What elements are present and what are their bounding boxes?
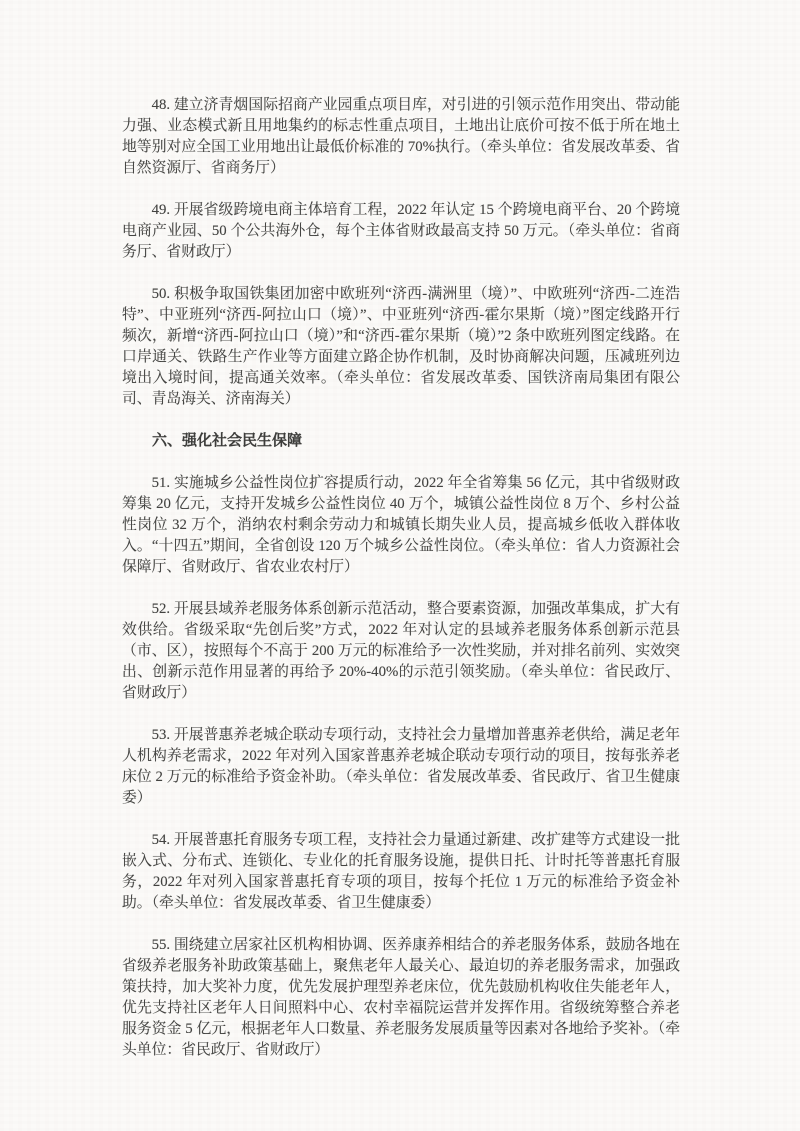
section-heading-6: 六、强化社会民生保障 <box>152 433 303 449</box>
paragraph-item-50: 50. 积极争取国铁集团加密中欧班列“济西-满洲里（境）”、中欧班列“济西-二连浩特”、中亚班列“济西-阿拉山口（境）”、中亚班列“济西-霍尔果斯（境）”图定线路开行频次，新增“济西-阿拉山口（境）”和“济西-霍尔果斯（境）”2 条中欧班列图定线路。在口岸通关、铁路生产作业等方面建立路企协作机制，及时协商解决问题，压减班列边境出入境时间，提高通关效率。（牵头单位：省发展改革委、国铁济南局集团有限公司、青岛海关、济南海关） <box>122 286 680 407</box>
paragraph-item-53: 53. 开展普惠养老城企联动专项行动，支持社会力量增加普惠养老供给，满足老年人机构养老需求，2022 年对列入国家普惠养老城企联动专项行动的项目，按每张养老床位 2 万元的标准给予资金补助。（牵头单位：省发展改革委、省民政厅、省卫生健康委） <box>122 727 680 806</box>
paragraph-item-54: 54. 开展普惠托育服务专项工程，支持社会力量通过新建、改扩建等方式建设一批嵌入式、分布式、连锁化、专业化的托育服务设施，提供日托、计时托等普惠托育服务，2022 年对列入国家普惠托育专项的项目，按每个托位 1 万元的标准给予资金补助。（牵头单位：省发展改革委、省卫生健康委） <box>122 832 680 911</box>
paragraph-item-52: 52. 开展县域养老服务体系创新示范活动，整合要素资源，加强改革集成，扩大有效供给。省级采取“先创后奖”方式，2022 年对认定的县域养老服务体系创新示范县（市、区），按照每个不高于 200 万元的标准给予一次性奖励，并对排名前列、实效突出、创新示范作用显著的再给予 20%-40%的示范引领奖励。（牵头单位：省民政厅、省财政厅） <box>122 601 680 701</box>
paragraph-item-49: 49. 开展省级跨境电商主体培育工程，2022 年认定 15 个跨境电商平台、20 个跨境电商产业园、50 个公共海外仓，每个主体省财政最高支持 50 万元。（牵头单位：省商务厅、省财政厅） <box>122 202 680 260</box>
paragraph-item-51: 51. 实施城乡公益性岗位扩容提质行动，2022 年全省筹集 56 亿元，其中省级财政筹集 20 亿元，支持开发城乡公益性岗位 40 万个，城镇公益性岗位 8 万个、乡村公益性岗位 32 万个，消纳农村剩余劳动力和城镇长期失业人员，提高城乡低收入群体收入。“十四五”期间，全省创设 120 万个城乡公益性岗位。（牵头单位：省人力资源社会保障厅、省财政厅、省农业农村厅） <box>122 475 680 575</box>
paragraph-item-48: 48. 建立济青烟国际招商产业园重点项目库，对引进的引领示范作用突出、带动能力强、业态模式新且用地集约的标志性重点项目，土地出让底价可按不低于所在地土地等别对应全国工业用地出让最低价标准的 70%执行。（牵头单位：省发展改革委、省自然资源厅、省商务厅） <box>122 97 680 176</box>
paragraph-item-55: 55. 围绕建立居家社区机构相协调、医养康养相结合的养老服务体系，鼓励各地在省级养老服务补助政策基础上，聚焦老年人最关心、最迫切的养老服务需求，加强政策扶持，加大奖补力度，优先发展护理型养老床位，优先鼓励机构收住失能老年人，优先支持社区老年人日间照料中心、农村幸福院运营并发挥作用。省级统筹整合养老服务资金 5 亿元，根据老年人口数量、养老服务发展质量等因素对各地给予奖补。（牵头单位：省民政厅、省财政厅） <box>122 937 680 1058</box>
